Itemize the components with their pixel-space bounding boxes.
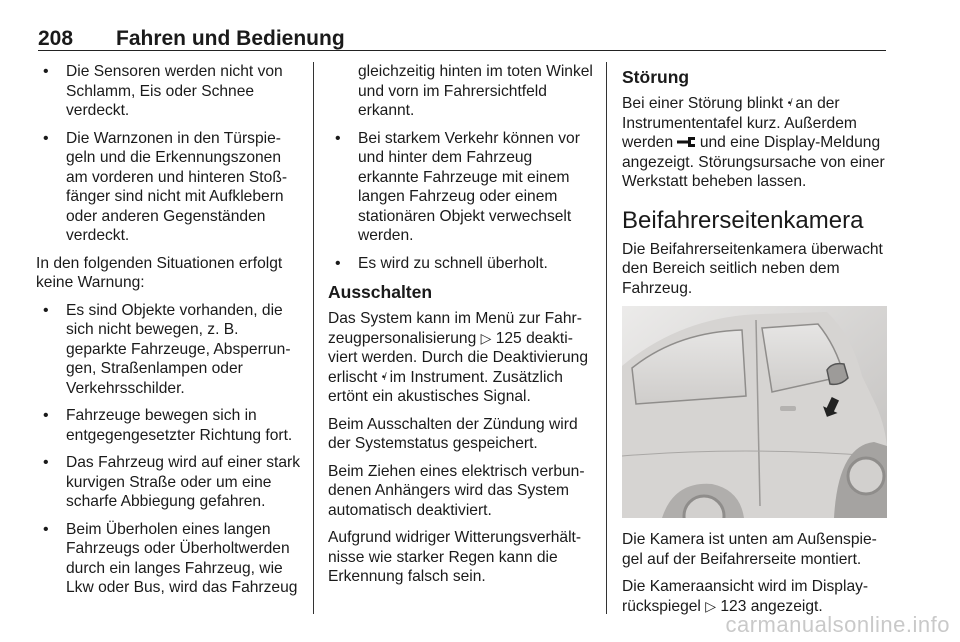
heading-ausschalten: Ausschalten [328,282,433,302]
list-item: • Es sind Objekte vorhanden, die sich nicht bewegen, z. B. geparkte Fahrzeuge, Absperrungen, Straßenlampen oder Verkehrsschilder. [36,301,302,399]
list-item: • Das Fahrzeug wird auf einer stark kurvigen Straße oder um eine scharfe Abbiegung gefahren. [36,453,302,512]
column-2 [328,62,594,595]
paragraph: Die Kamera ist unten am Außenspiegel auf der Beifahrerseite montiert. [622,531,877,568]
list-item: • Die Warnzonen in den Türspiegeln und die Erkennungszonen am vorderen und hinteren Stoßfänger sind nicht mit Aufklebern oder anderen Gegenständen verdeckt. [36,129,302,246]
paragraph: Aufgrund widriger Witterungsverhältnisse wie starker Regen kann die Erkennung falsch sein. [328,529,582,585]
heading-stoerung: Störung [622,67,690,87]
list-item: • Bei starkem Verkehr können vor und hinter dem Fahrzeug erkannte Fahrzeuge mit einem langen Fahrzeug oder einem stationären Objekt verwechselt werden. [328,129,594,246]
list-item-continuation: gleichzeitig hinten im toten Winkel und vorn im Fahrersichtfeld erkannt. [358,63,593,119]
page-ref-link[interactable]: 125 [495,329,522,347]
no-warning-list [36,301,302,598]
column-divider-1 [313,62,314,614]
list-item: • Beim Überholen eines langen Fahrzeugs oder Überholtwerden durch ein langes Fahrzeug, wie Lkw oder Bus, wird das Fahrzeug [36,520,302,598]
paragraph: Beim Ziehen eines elektrisch verbundenen Anhängers wird das System automatisch deaktiviert. [328,462,585,519]
page-ref-arrow-icon[interactable]: ▷ [705,597,716,614]
watermark: carmanualsonline.info [725,612,950,637]
list-item: • Die Sensoren werden nicht von Schlamm, Eis oder Schnee verdeckt. [36,62,302,121]
paragraph: Die Beifahrerseitenkamera überwacht den Bereich seitlich neben dem Fahrzeug. [622,240,883,297]
page-ref-link[interactable]: 123 [720,597,747,615]
blind-spot-warning-icon: •̸ [787,98,792,109]
list-item: • Es wird zu schnell überholt. [328,254,594,274]
no-warning-intro: In den folgenden Situationen erfolgt keine Warnung: [36,254,283,291]
paragraph: Die Kameraansicht wird im Displayrückspiegel ▷ 123 angezeigt. [622,578,869,615]
paragraph: Das System kann im Menü zur Fahrzeugpersonalisierung ▷ 125 deaktiviert werden. Durch die Deaktivierung erlischt •̸ im Instrument. Zusätzlich ertönt ein akustisches Signal. [328,310,589,405]
blind-spot-warning-icon: •̸ [381,371,386,383]
column-divider-2 [606,62,607,614]
page-number: 208 [38,27,74,50]
page-header [38,28,886,51]
column-3 [622,62,890,624]
no-warning-list-cont [328,129,594,274]
paragraph: Beim Ausschalten der Zündung wird der Systemstatus gespeichert. [328,415,578,452]
section-title: Fahren und Bedienung [116,27,345,50]
list-item: • Fahrzeuge bewegen sich in entgegengesetzter Richtung fort. [36,406,302,445]
passenger-camera-car-illustration [622,306,887,518]
conditions-list [36,62,302,246]
column-1 [36,62,302,606]
page-ref-arrow-icon[interactable]: ▷ [480,329,492,346]
wrench-icon [677,134,695,151]
paragraph: Bei einer Störung blinkt •̸ an der Instrumententafel kurz. Außerdem werden und eine Display-Meldung angezeigt. Störungsursache von einer Werkstatt beheben lassen. [622,95,885,190]
heading-beifahrerseitenkamera: Beifahrerseitenkamera [622,206,864,234]
